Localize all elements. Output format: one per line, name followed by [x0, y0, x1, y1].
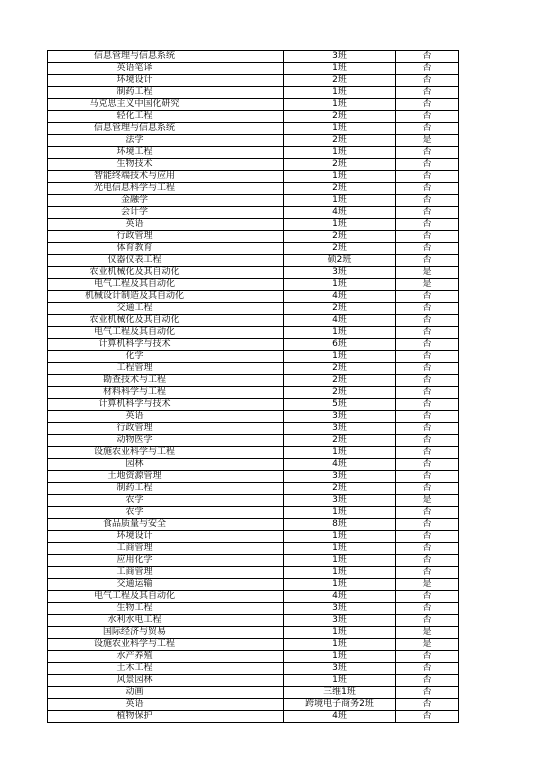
flag-cell: 否 — [396, 591, 459, 603]
class-cell: 3班 — [284, 51, 396, 63]
flag-cell: 是 — [396, 495, 459, 507]
flag-cell: 否 — [396, 99, 459, 111]
table-row — [48, 183, 459, 195]
major-cell: 英语 — [48, 411, 284, 423]
flag-cell: 否 — [396, 447, 459, 459]
table-row — [48, 651, 459, 663]
table-row — [48, 519, 459, 531]
class-cell: 4班 — [284, 711, 396, 723]
table-row — [48, 255, 459, 267]
class-cell: 1班 — [284, 531, 396, 543]
class-table — [47, 50, 459, 723]
table-row — [48, 495, 459, 507]
table-row — [48, 207, 459, 219]
table-row — [48, 219, 459, 231]
class-cell: 4班 — [284, 459, 396, 471]
major-cell: 工程管理 — [48, 363, 284, 375]
major-cell: 计算机科学与技术 — [48, 399, 284, 411]
class-cell: 3班 — [284, 603, 396, 615]
class-cell: 3班 — [284, 267, 396, 279]
table-row — [48, 423, 459, 435]
class-cell: 1班 — [284, 567, 396, 579]
class-cell: 跨境电子商务2班 — [284, 699, 396, 711]
table-row — [48, 399, 459, 411]
major-cell: 金融学 — [48, 195, 284, 207]
table-row — [48, 375, 459, 387]
class-cell: 1班 — [284, 555, 396, 567]
major-cell: 制药工程 — [48, 483, 284, 495]
major-cell: 制药工程 — [48, 87, 284, 99]
table-row — [48, 459, 459, 471]
flag-cell: 否 — [396, 711, 459, 723]
flag-cell: 否 — [396, 195, 459, 207]
flag-cell: 否 — [396, 675, 459, 687]
table-row — [48, 135, 459, 147]
major-cell: 电气工程及其自动化 — [48, 279, 284, 291]
flag-cell: 否 — [396, 87, 459, 99]
flag-cell: 否 — [396, 687, 459, 699]
major-cell: 农学 — [48, 495, 284, 507]
major-cell: 国际经济与贸易 — [48, 627, 284, 639]
class-cell: 2班 — [284, 387, 396, 399]
flag-cell: 否 — [396, 519, 459, 531]
flag-cell: 否 — [396, 183, 459, 195]
major-cell: 化学 — [48, 351, 284, 363]
major-cell: 轻化工程 — [48, 111, 284, 123]
major-cell: 体育教育 — [48, 243, 284, 255]
major-cell: 食品质量与安全 — [48, 519, 284, 531]
table-row — [48, 567, 459, 579]
major-cell: 生物技术 — [48, 159, 284, 171]
major-cell: 交通工程 — [48, 303, 284, 315]
major-cell: 马克思主义中国化研究 — [48, 99, 284, 111]
major-cell: 设施农业科学与工程 — [48, 639, 284, 651]
flag-cell: 否 — [396, 483, 459, 495]
table-row — [48, 411, 459, 423]
table-row — [48, 267, 459, 279]
major-cell: 风景园林 — [48, 675, 284, 687]
table-row — [48, 555, 459, 567]
major-cell: 水产养殖 — [48, 651, 284, 663]
table-row — [48, 711, 459, 723]
flag-cell: 否 — [396, 567, 459, 579]
major-cell: 英语笔译 — [48, 63, 284, 75]
class-cell: 2班 — [284, 483, 396, 495]
table-row — [48, 435, 459, 447]
flag-cell: 是 — [396, 627, 459, 639]
class-cell: 4班 — [284, 591, 396, 603]
class-cell: 2班 — [284, 243, 396, 255]
table-row — [48, 471, 459, 483]
table-row — [48, 87, 459, 99]
class-cell: 三维1班 — [284, 687, 396, 699]
class-cell: 1班 — [284, 327, 396, 339]
flag-cell: 否 — [396, 615, 459, 627]
major-cell: 农学 — [48, 507, 284, 519]
class-cell: 2班 — [284, 111, 396, 123]
flag-cell: 否 — [396, 699, 459, 711]
table-row — [48, 327, 459, 339]
table-row — [48, 51, 459, 63]
major-cell: 植物保护 — [48, 711, 284, 723]
flag-cell: 否 — [396, 243, 459, 255]
table-row — [48, 243, 459, 255]
flag-cell: 否 — [396, 207, 459, 219]
table-row — [48, 63, 459, 75]
flag-cell: 否 — [396, 603, 459, 615]
class-cell: 1班 — [284, 543, 396, 555]
class-cell: 8班 — [284, 519, 396, 531]
class-cell: 3班 — [284, 411, 396, 423]
flag-cell: 否 — [396, 387, 459, 399]
class-cell: 2班 — [284, 159, 396, 171]
flag-cell: 是 — [396, 267, 459, 279]
table-row — [48, 339, 459, 351]
table-row — [48, 507, 459, 519]
class-cell: 2班 — [284, 303, 396, 315]
class-cell: 2班 — [284, 75, 396, 87]
table-row — [48, 351, 459, 363]
table-row — [48, 291, 459, 303]
class-cell: 1班 — [284, 507, 396, 519]
major-cell: 应用化学 — [48, 555, 284, 567]
table-row — [48, 123, 459, 135]
class-cell: 1班 — [284, 279, 396, 291]
table-row — [48, 315, 459, 327]
class-cell: 1班 — [284, 147, 396, 159]
table-body — [48, 51, 459, 723]
class-cell: 2班 — [284, 375, 396, 387]
flag-cell: 否 — [396, 555, 459, 567]
table-row — [48, 627, 459, 639]
flag-cell: 否 — [396, 111, 459, 123]
class-cell: 2班 — [284, 363, 396, 375]
table-row — [48, 603, 459, 615]
major-cell: 动画 — [48, 687, 284, 699]
class-cell: 1班 — [284, 447, 396, 459]
class-cell: 1班 — [284, 171, 396, 183]
major-cell: 环境工程 — [48, 147, 284, 159]
class-cell: 1班 — [284, 87, 396, 99]
major-cell: 行政管理 — [48, 231, 284, 243]
major-cell: 仪器仪表工程 — [48, 255, 284, 267]
major-cell: 信息管理与信息系统 — [48, 123, 284, 135]
major-cell: 生物工程 — [48, 603, 284, 615]
flag-cell: 否 — [396, 423, 459, 435]
table-row — [48, 531, 459, 543]
flag-cell: 否 — [396, 531, 459, 543]
class-cell: 1班 — [284, 195, 396, 207]
table-row — [48, 99, 459, 111]
class-cell: 2班 — [284, 435, 396, 447]
major-cell: 土木工程 — [48, 663, 284, 675]
flag-cell: 否 — [396, 255, 459, 267]
major-cell: 环境设计 — [48, 531, 284, 543]
major-cell: 信息管理与信息系统 — [48, 51, 284, 63]
flag-cell: 否 — [396, 171, 459, 183]
flag-cell: 否 — [396, 315, 459, 327]
flag-cell: 否 — [396, 327, 459, 339]
flag-cell: 否 — [396, 147, 459, 159]
class-cell: 1班 — [284, 99, 396, 111]
flag-cell: 是 — [396, 135, 459, 147]
flag-cell: 否 — [396, 507, 459, 519]
table-row — [48, 615, 459, 627]
major-cell: 机械设计制造及其自动化 — [48, 291, 284, 303]
flag-cell: 否 — [396, 63, 459, 75]
class-cell: 2班 — [284, 135, 396, 147]
table-row — [48, 279, 459, 291]
major-cell: 计算机科学与技术 — [48, 339, 284, 351]
flag-cell: 否 — [396, 363, 459, 375]
major-cell: 会计学 — [48, 207, 284, 219]
major-cell: 英语 — [48, 219, 284, 231]
major-cell: 光电信息科学与工程 — [48, 183, 284, 195]
table-row — [48, 159, 459, 171]
class-cell: 5班 — [284, 399, 396, 411]
class-cell: 1班 — [284, 675, 396, 687]
class-cell: 1班 — [284, 219, 396, 231]
flag-cell: 否 — [396, 663, 459, 675]
class-cell: 硕2班 — [284, 255, 396, 267]
table-row — [48, 483, 459, 495]
table-row — [48, 687, 459, 699]
table-row — [48, 75, 459, 87]
class-cell: 1班 — [284, 627, 396, 639]
major-cell: 电气工程及其自动化 — [48, 591, 284, 603]
table-row — [48, 639, 459, 651]
flag-cell: 否 — [396, 543, 459, 555]
flag-cell: 否 — [396, 435, 459, 447]
flag-cell: 否 — [396, 411, 459, 423]
table-row — [48, 231, 459, 243]
flag-cell: 否 — [396, 123, 459, 135]
major-cell: 工商管理 — [48, 543, 284, 555]
major-cell: 土地资源管理 — [48, 471, 284, 483]
class-cell: 1班 — [284, 639, 396, 651]
major-cell: 园林 — [48, 459, 284, 471]
flag-cell: 是 — [396, 639, 459, 651]
table-row — [48, 111, 459, 123]
table-row — [48, 579, 459, 591]
major-cell: 材料科学与工程 — [48, 387, 284, 399]
flag-cell: 否 — [396, 459, 459, 471]
class-cell: 1班 — [284, 351, 396, 363]
class-cell: 4班 — [284, 315, 396, 327]
class-cell: 1班 — [284, 63, 396, 75]
flag-cell: 否 — [396, 219, 459, 231]
flag-cell: 否 — [396, 51, 459, 63]
flag-cell: 否 — [396, 159, 459, 171]
major-cell: 水利水电工程 — [48, 615, 284, 627]
table-row — [48, 663, 459, 675]
major-cell: 环境设计 — [48, 75, 284, 87]
class-cell: 3班 — [284, 663, 396, 675]
flag-cell: 否 — [396, 303, 459, 315]
major-cell: 行政管理 — [48, 423, 284, 435]
table-row — [48, 195, 459, 207]
flag-cell: 否 — [396, 351, 459, 363]
flag-cell: 否 — [396, 375, 459, 387]
flag-cell: 否 — [396, 291, 459, 303]
major-cell: 工商管理 — [48, 567, 284, 579]
table-row — [48, 387, 459, 399]
flag-cell: 否 — [396, 231, 459, 243]
major-cell: 设施农业科学与工程 — [48, 447, 284, 459]
flag-cell: 否 — [396, 75, 459, 87]
major-cell: 法学 — [48, 135, 284, 147]
table-row — [48, 699, 459, 711]
class-cell: 4班 — [284, 207, 396, 219]
class-cell: 2班 — [284, 231, 396, 243]
flag-cell: 否 — [396, 399, 459, 411]
major-cell: 农业机械化及其自动化 — [48, 315, 284, 327]
class-cell: 4班 — [284, 291, 396, 303]
class-cell: 3班 — [284, 471, 396, 483]
flag-cell: 否 — [396, 471, 459, 483]
class-cell: 6班 — [284, 339, 396, 351]
class-cell: 2班 — [284, 183, 396, 195]
major-cell: 动物医学 — [48, 435, 284, 447]
flag-cell: 是 — [396, 279, 459, 291]
major-cell: 英语 — [48, 699, 284, 711]
table-row — [48, 591, 459, 603]
table-row — [48, 447, 459, 459]
major-cell: 农业机械化及其自动化 — [48, 267, 284, 279]
flag-cell: 否 — [396, 651, 459, 663]
table-row — [48, 363, 459, 375]
class-cell: 1班 — [284, 651, 396, 663]
table-row — [48, 303, 459, 315]
class-cell: 3班 — [284, 615, 396, 627]
table-row — [48, 675, 459, 687]
class-cell: 1班 — [284, 123, 396, 135]
table-row — [48, 171, 459, 183]
major-cell: 勘查技术与工程 — [48, 375, 284, 387]
major-cell: 交通运输 — [48, 579, 284, 591]
major-cell: 智能终端技术与应用 — [48, 171, 284, 183]
major-cell: 电气工程及其自动化 — [48, 327, 284, 339]
class-cell: 3班 — [284, 423, 396, 435]
class-cell: 1班 — [284, 579, 396, 591]
class-cell: 3班 — [284, 495, 396, 507]
flag-cell: 是 — [396, 579, 459, 591]
flag-cell: 否 — [396, 339, 459, 351]
table-row — [48, 147, 459, 159]
table-row — [48, 543, 459, 555]
